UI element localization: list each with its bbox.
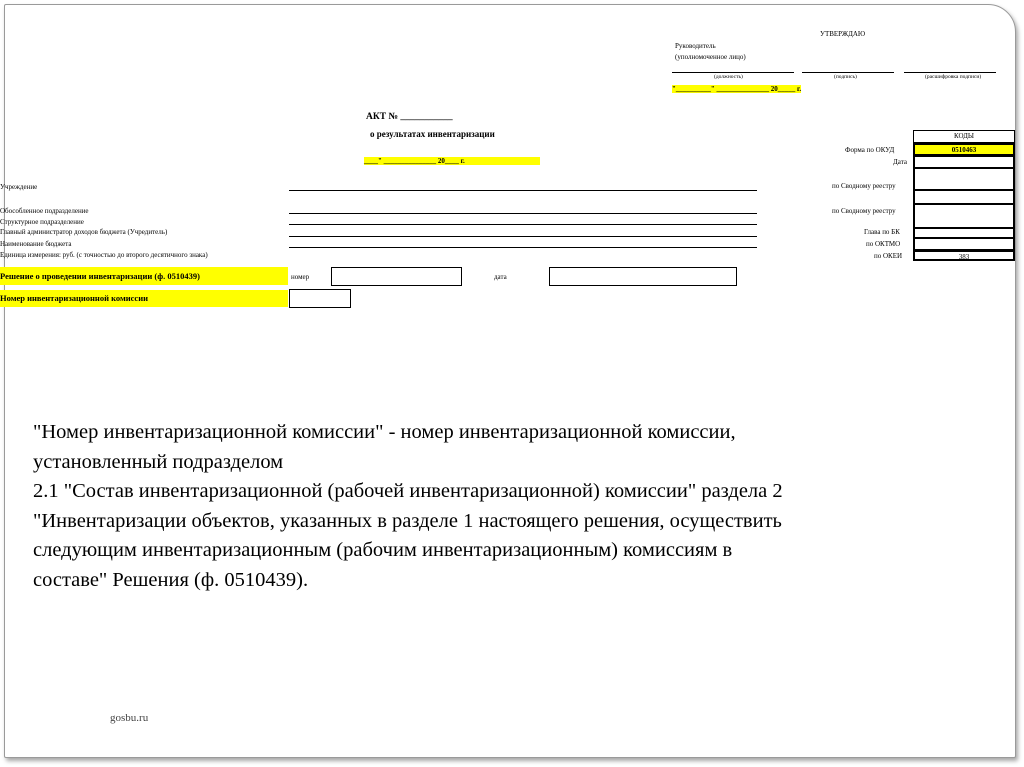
okud-label: Форма по ОКУД: [845, 146, 895, 154]
reestr-cell-1: [913, 190, 1015, 204]
act-date-line: ____" _______________ 20____ г.: [364, 157, 540, 165]
label-position: (должность): [714, 74, 743, 80]
reestr-label-1: по Сводному реестру: [832, 182, 896, 190]
bk-cell: [913, 228, 1015, 238]
decision-number-input[interactable]: [331, 267, 462, 286]
description-text: [33, 418, 993, 595]
approval-date-line: "__________" _______________ 20_____ г.: [672, 85, 802, 93]
label-decoding: (расшифровка подписи): [925, 74, 982, 80]
institution-line: [289, 190, 757, 191]
blank-cell-1: [913, 168, 1015, 190]
commission-label: Номер инвентаризационной комиссии: [0, 290, 288, 307]
description-line-2: установленный подразделом: [33, 450, 284, 473]
decision-date-input[interactable]: [549, 267, 737, 286]
description-line-3: 2.1 "Состав инвентаризационной (рабочей инвентаризационной) комиссии" раздела 2: [33, 480, 783, 502]
subdivision-line: [289, 213, 757, 214]
codes-header: КОДЫ: [913, 130, 1015, 143]
decision-date-label: дата: [494, 273, 507, 281]
signature-line: [802, 72, 894, 73]
oktmo-cell: [913, 238, 1015, 250]
label-signature: (подпись): [834, 74, 857, 80]
okei-label: по ОКЕИ: [874, 252, 903, 260]
description-line-4: "Инвентаризации объектов, указанных в разделе 1 настоящего решения, осуществить: [33, 509, 782, 532]
field-subdivision: Обособленное подразделение: [0, 207, 89, 215]
approval-head-line1: Руководитель: [675, 42, 716, 50]
decoding-line: [904, 72, 996, 73]
field-budget: Наименование бюджета: [0, 240, 72, 248]
commission-number-input[interactable]: [289, 289, 351, 308]
field-structural: Структурное подразделение: [0, 218, 84, 226]
field-unit: Единица измерения: руб. (с точностью до второго десятичного знака): [0, 251, 208, 259]
description-line-5: следующим инвентаризационным (рабочим инвентаризационным) комиссиям в: [33, 539, 733, 561]
field-admin: Главный администратор доходов бюджета (Учредитель): [0, 228, 168, 236]
bk-label: Глава по БК: [864, 228, 900, 236]
slide-frame: [4, 4, 1016, 758]
position-line: [672, 72, 794, 73]
structural-line: [289, 224, 757, 225]
approval-head-line2: (уполномоченное лицо): [675, 53, 746, 61]
description-line-1: "Номер инвентаризационной комиссии" - номер инвентаризационной комиссии,: [33, 421, 736, 443]
reestr-cell-2: [913, 204, 1015, 228]
decision-label: Решение о проведении инвентаризации (ф. 0510439): [0, 267, 288, 285]
admin-line: [289, 236, 757, 237]
budget-line: [289, 247, 757, 248]
date-label: Дата: [893, 158, 907, 166]
reestr-label-2: по Сводному реестру: [832, 207, 896, 215]
date-cell: [913, 156, 1015, 168]
okud-value: 0510463: [913, 143, 1015, 156]
approval-heading: УТВЕРЖДАЮ: [820, 30, 866, 38]
footer-source: gosbu.ru: [110, 712, 149, 724]
act-title: АКТ № ___________: [366, 112, 453, 122]
decision-number-label: номер: [291, 273, 310, 281]
act-subtitle: о результатах инвентаризации: [370, 129, 495, 139]
field-institution: Учреждение: [0, 183, 38, 191]
okei-value: 383: [913, 250, 1015, 261]
description-line-6: составе" Решения (ф. 0510439).: [33, 568, 309, 591]
oktmo-label: по ОКТМО: [866, 240, 901, 248]
